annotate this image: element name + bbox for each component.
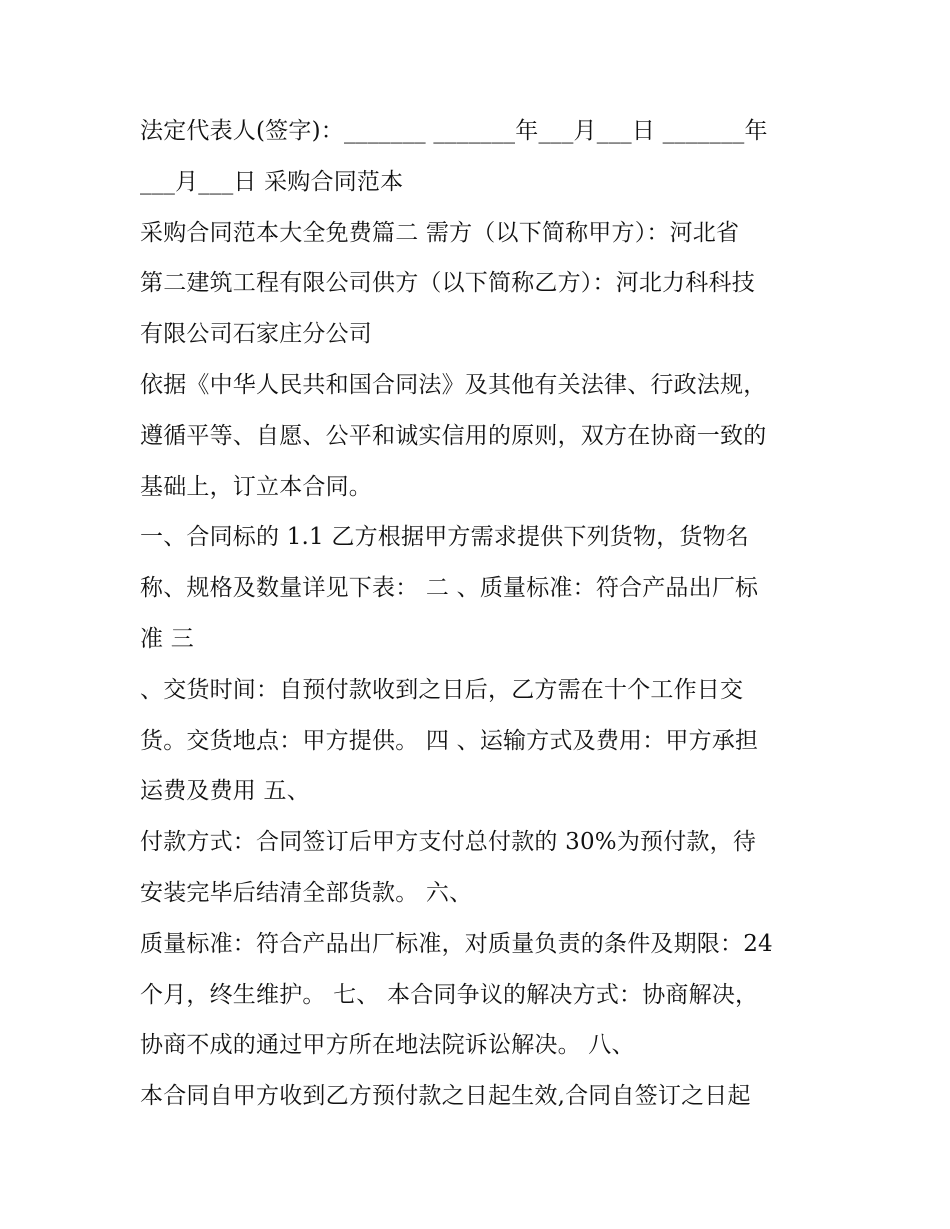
text-line: 法定代表人(签字)：_______ _______年___月___日 _______年 <box>140 118 768 144</box>
text-line: 遵循平等、自愿、公平和诚实信用的原则，双方在协商一致的 <box>140 422 767 449</box>
text-line: 称、规格及数量详见下表： 二 、质量标准：符合产品出厂标 <box>140 575 759 602</box>
text-line: 质量标准：符合产品出厂标准，对质量负责的条件及期限：24 <box>140 930 773 957</box>
document-body <box>140 106 830 1122</box>
text-line: 协商不成的通过甲方所在地法院诉讼解决。 八、 <box>140 1032 635 1059</box>
text-line: 付款方式：合同签订后甲方支付总付款的 30%为预付款，待 <box>140 829 757 856</box>
text-line: 有限公司石家庄分公司 <box>140 321 372 348</box>
text-line: 准 三 <box>140 625 194 652</box>
text-line: ___月___日 采购合同范本 <box>140 168 404 195</box>
text-line: 采购合同范本大全免费篇二 需方（以下简称甲方）：河北省 <box>140 219 740 246</box>
text-line: 一、合同标的 1.1 乙方根据甲方需求提供下列货物，货物名 <box>140 524 749 551</box>
text-line: 基础上，订立本合同。 <box>140 473 372 500</box>
text-line: 安装完毕后结清全部货款。 六、 <box>140 879 473 906</box>
text-line: 本合同自甲方收到乙方预付款之日起生效,合同自签订之日起 <box>140 1083 751 1110</box>
text-line: 、交货时间：自预付款收到之日后，乙方需在十个工作日交 <box>140 676 744 703</box>
text-line: 个月，终生维护。 七、 本合同争议的解决方式：协商解决， <box>140 981 759 1008</box>
text-line: 依据《中华人民共和国合同法》及其他有关法律、行政法规， <box>140 371 767 398</box>
text-line: 运费及费用 五、 <box>140 778 310 805</box>
text-line: 货。交货地点：甲方提供。 四 、运输方式及费用：甲方承担 <box>140 727 759 754</box>
text-line: 第二建筑工程有限公司供方（以下简称乙方）：河北力科科技 <box>140 270 755 297</box>
